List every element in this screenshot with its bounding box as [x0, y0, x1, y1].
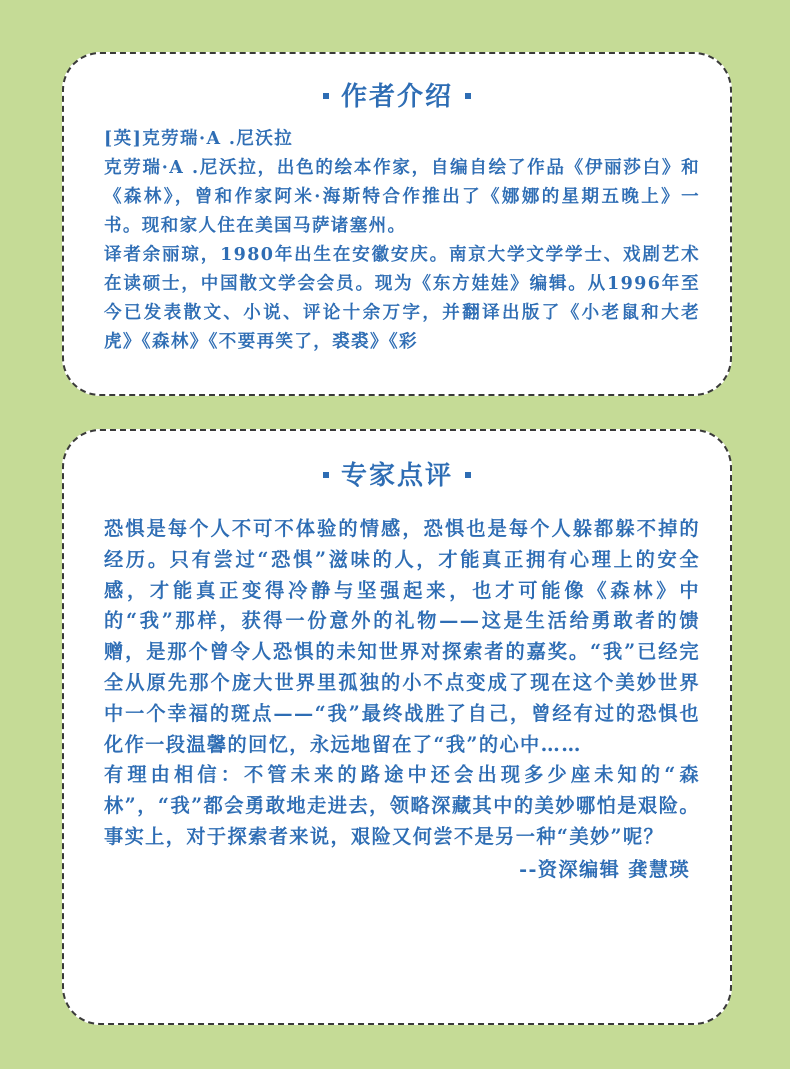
author-intro-title: 作者介绍 — [340, 82, 453, 112]
title-dot-left — [323, 472, 329, 478]
author-intro-heading — [64, 80, 730, 114]
expert-review-body — [104, 514, 700, 886]
translator-bio-paragraph: 译者余丽琼，1980年出生在安徽安庆。南京大学文学学士、戏剧艺术在读硕士，中国散文学会会员。现为《东方娃娃》编辑。从1996年至今已发表散文、小说、评论十余万字，并翻译出版了《小老鼠和大老虎》《森林》《不要再笑了，裘裘》《彩 — [104, 245, 700, 352]
review-signature: --资深编辑 龚慧瑛 — [519, 857, 690, 881]
review-paragraph-2: 有理由相信：不管未来的路途中还会出现多少座未知的“森林”，“我”都会勇敢地走进去，领略深藏其中的美妙哪怕是艰险。事实上，对于探索者来说，艰险又何尝不是另一种“美妙”呢？ — [104, 763, 700, 848]
author-intro-card — [62, 52, 732, 396]
title-dot-right — [465, 472, 471, 478]
title-dot-right — [465, 93, 471, 99]
expert-review-title: 专家点评 — [340, 461, 453, 491]
review-paragraph-1: 恐惧是每个人不可不体验的情感，恐惧也是每个人躲都躲不掉的经历。只有尝过“恐惧”滋味的人，才能真正拥有心理上的安全感，才能真正变得冷静与坚强起来，也才可能像《森林》中的“我”那样，获得一份意外的礼物——这是生活给勇敢者的馈赠，是那个曾令人恐惧的未知世界对探索者的嘉奖。“我”已经完全从原先那个庞大世界里孤独的小不点变成了现在这个美妙世界中一个幸福的斑点——“我”最终战胜了自己，曾经有过的恐惧也化作一段温馨的回忆，永远地留在了“我”的心中…… — [104, 517, 700, 756]
title-dot-left — [323, 93, 329, 99]
author-name-line: [英]克劳瑞·A .尼沃拉 — [104, 129, 294, 149]
expert-review-card — [62, 429, 732, 1025]
expert-review-heading — [64, 459, 730, 493]
author-bio-paragraph: 克劳瑞·A .尼沃拉，出色的绘本作家，自编自绘了作品《伊丽莎白》和《森林》，曾和作家阿米·海斯特合作推出了《娜娜的星期五晚上》一书。现和家人住在美国马萨诸塞州。 — [104, 158, 700, 236]
author-intro-body — [104, 125, 700, 357]
